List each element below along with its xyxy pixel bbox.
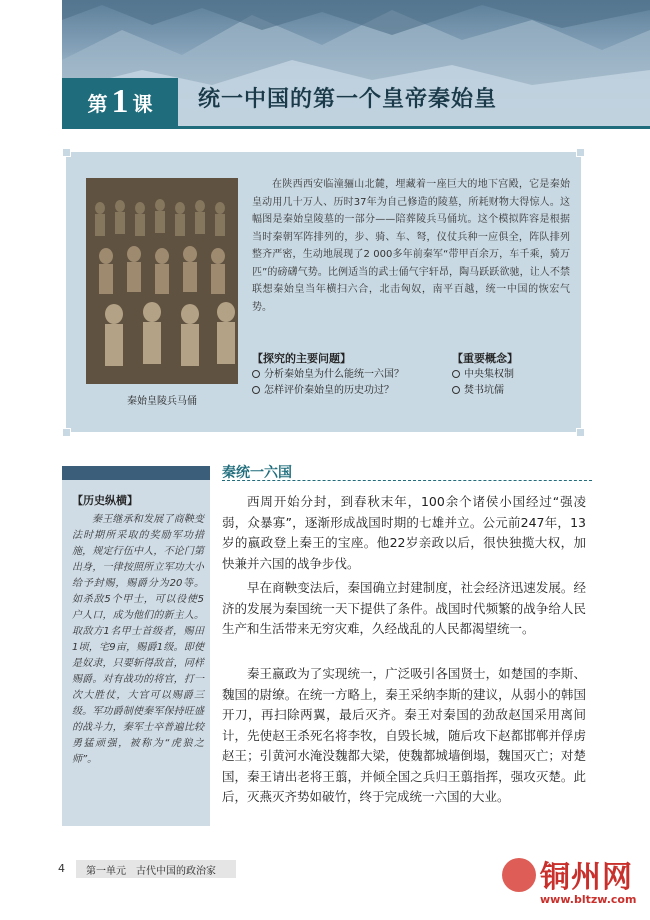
photo-caption: 秦始皇陵兵马俑 [127,396,197,407]
sidebar-top-bar [62,466,210,480]
circle-bullet-icon [452,370,460,378]
watermark-url: www.bltzw.com [540,893,637,906]
page-number: 4 [58,862,65,875]
section-title: 秦统一六国 [222,465,292,481]
questions-title: 【探究的主要问题】 [252,352,351,365]
intro-text: 在陕西西安临潼骊山北麓，埋藏着一座巨大的地下宫殿，它是秦始皇动用几十万人、历时37年为自己修造的陵墓，所耗财物大得惊人。这幅图是秦始皇陵墓的一部分——陪葬陵兵马俑坑。这个模拟阵容是根据当时秦朝军阵排列的，步、骑、车、弩，仪仗兵种一应俱全，阵队排列整齐严密，生动地展现了2 000多年前秦军“带甲百余万，车千乘，骑万匹”的磅礴气势。比例适当的武士俑气宇轩昂，陶马跃跃欲驰，让人不禁联想秦始皇当年横扫六合，北击匈奴，南平百越，统一中国的恢宏气势。 [252,179,570,313]
list-item: 焚书坑儒 [452,383,514,399]
terracotta-army-photo [86,178,238,384]
lesson-number-badge [62,78,178,126]
lesson-suffix: 课 [132,91,153,116]
paragraph: 秦王嬴政为了实现统一，广泛吸引各国贤士，如楚国的李斯、魏国的尉缭。在统一方略上，秦王采纳李斯的建议，从弱小的韩国开刀，再扫除两翼，最后灭齐。秦王对秦国的劲敌赵国采用离间计，先使赵王杀死名将李牧，自毁长城，随后攻下赵都邯郸并俘虏赵王；引黄河水淹没魏都大梁，使魏都城墙倒塌，魏国灭亡；对楚国，秦王请出老将王翦，并倾全国之兵归王翦指挥，强攻灭楚。此后，灭燕灭齐势如破竹，终于完成统一六国的大业。 [222,666,586,804]
sidebar-title: 【历史纵横】 [72,494,138,507]
list-item: 分析秦始皇为什么能统一六国？ [252,367,404,383]
sidebar-text: 秦王继承和发展了商鞅变法时期所采取的奖励军功措施，规定行伍中人，不论门第出身，一律按照所立军功大小给予封赐，赐爵分为20等。如杀敌5个甲士，可以役使5户人口，成为他们的新主人。取敌方1名甲士首级者，赐田1顷，宅9亩，赐爵1级。即使是奴隶，只要斩得敌首，同样赐爵。对有战功的将官，打一次大胜仗，大官可以赐爵三级。军功爵制使秦军保持旺盛的战斗力，秦军士卒普遍比较勇猛顽强，被称为“虎狼之师”。 [72,514,204,765]
panel-corner-br [576,428,585,437]
circle-bullet-icon [452,386,460,394]
paragraph: 西周开始分封，到春秋末年，100余个诸侯小国经过“强凌弱，众暴寡”，逐渐形成战国时期的七雄并立。公元前247年，13岁的嬴政登上秦王的宝座。他22岁亲政以后，很快独揽大权，加快兼并六国的战争步伐。 [222,494,586,571]
concepts-list [452,367,514,399]
section-divider [222,480,592,481]
panel-corner-tl [62,148,71,157]
list-item: 中央集权制 [452,367,514,383]
concepts-title: 【重要概念】 [452,352,518,365]
panel-corner-bl [62,428,71,437]
questions-list [252,367,404,399]
watermark-name: 铜州网 [540,860,633,895]
paragraph: 早在商鞅变法后，秦国确立封建制度，社会经济迅速发展。经济的发展为秦国统一天下提供了条件。战国时代频繁的战争给人民生产和生活带来无穷灾难，久经战乱的人民都渴望统一。 [222,580,586,636]
watermark-logo-icon [502,858,536,892]
lesson-number: 1 [111,83,129,120]
list-item: 怎样评价秦始皇的历史功过？ [252,383,404,399]
circle-bullet-icon [252,370,260,378]
unit-label: 第一单元 古代中国的政治家 [76,860,236,878]
lesson-prefix: 第 [87,91,108,116]
header-rule [62,126,650,129]
panel-corner-tr [576,148,585,157]
circle-bullet-icon [252,386,260,394]
lesson-title: 统一中国的第一个皇帝秦始皇 [198,86,498,112]
